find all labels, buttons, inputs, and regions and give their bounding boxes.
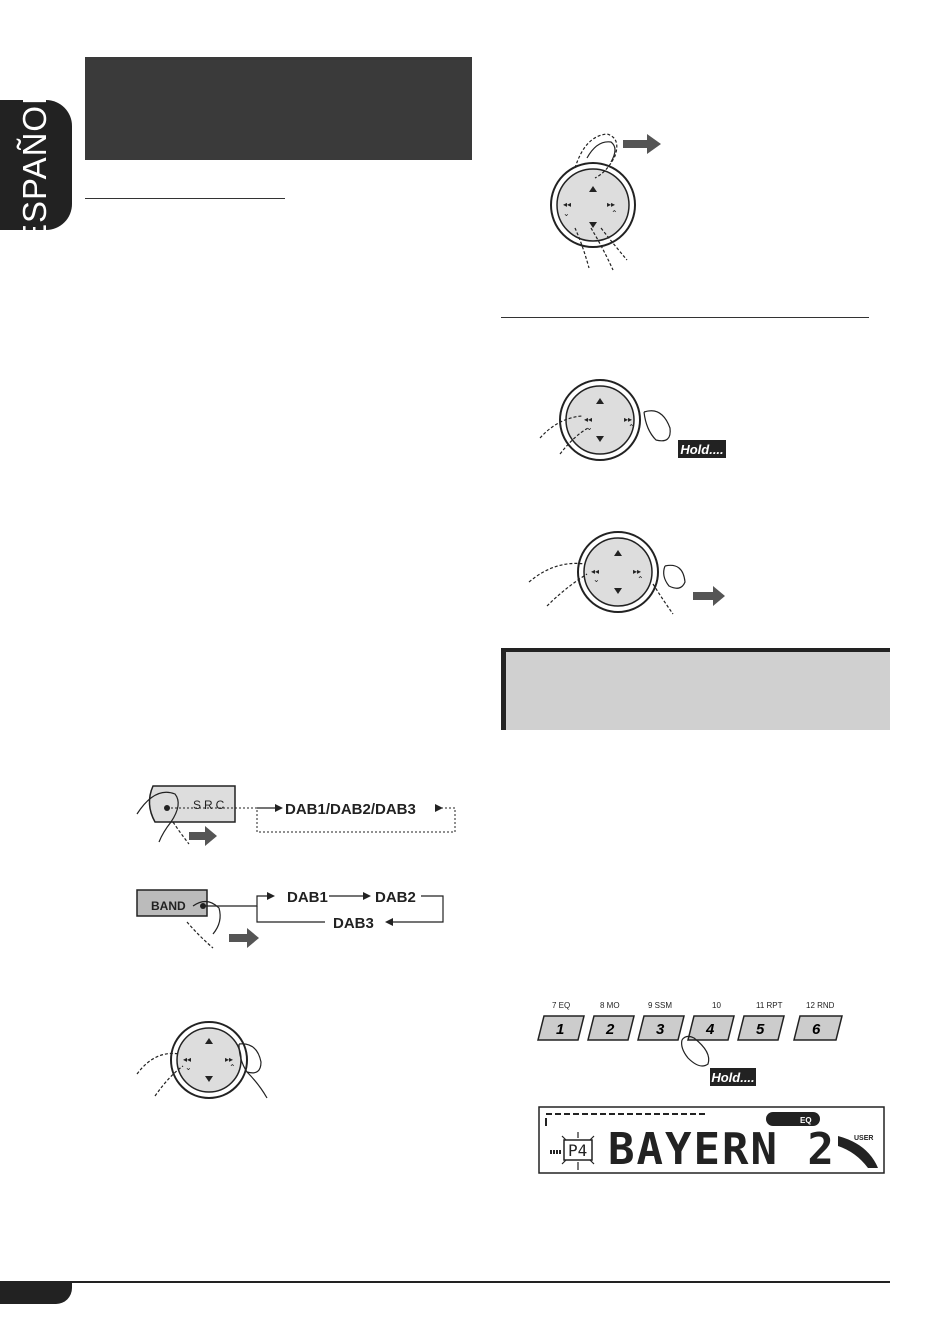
svg-text:▸▸: ▸▸: [624, 415, 633, 424]
page-number-tab: [0, 1282, 72, 1304]
preset-top-label: 7 EQ: [552, 1001, 571, 1010]
svg-text:2: 2: [606, 1021, 615, 1038]
band-item-1: DAB1: [287, 889, 328, 906]
svg-text:4: 4: [706, 1021, 715, 1038]
preset-button-4: [688, 1016, 734, 1040]
svg-text:▸▸: ▸▸: [607, 200, 616, 209]
preset-top-label: 9 SSM: [648, 1001, 673, 1010]
control-dial-icon: [171, 1022, 247, 1098]
svg-text:⌄: ⌄: [563, 209, 570, 218]
band-sequence-figure: [135, 882, 450, 950]
band-button-label: BAND: [151, 899, 186, 913]
user-label: USER: [854, 1135, 874, 1142]
control-dial-icon: [551, 163, 635, 247]
svg-text:1: 1: [556, 1021, 565, 1038]
section-title-block: [85, 57, 472, 160]
svg-text:3: 3: [656, 1021, 665, 1038]
band-item-2: DAB2: [375, 889, 416, 906]
svg-text:⌄: ⌄: [593, 575, 600, 584]
preset-top-label: 11 RPT: [756, 1001, 783, 1010]
svg-text:⌃: ⌃: [628, 423, 635, 432]
band-item-3: DAB3: [333, 915, 374, 932]
preset-top-label: 12 RND: [806, 1001, 835, 1010]
svg-text:5: 5: [756, 1021, 765, 1038]
svg-text:⌄: ⌄: [586, 423, 593, 432]
press-arrow-icon: [623, 134, 661, 154]
svg-text:◂◂: ◂◂: [183, 1055, 192, 1064]
subsection-rule-right: [501, 317, 869, 318]
svg-text:⌃: ⌃: [611, 209, 618, 218]
preset-button-6: [794, 1016, 842, 1040]
dial-hold-figure: [538, 378, 738, 468]
src-sequence-label: DAB1/DAB2/DAB3: [285, 801, 416, 818]
press-arrow-icon: [693, 586, 725, 606]
svg-text:◂◂: ◂◂: [591, 567, 600, 576]
preset-top-label: 8 MO: [600, 1001, 620, 1010]
station-name: BAYERN 2: [608, 1124, 836, 1174]
svg-text:▸▸: ▸▸: [633, 567, 642, 576]
svg-text:6: 6: [812, 1021, 821, 1038]
control-dial-icon: [560, 380, 640, 460]
preset-number: P4: [568, 1141, 588, 1160]
dial-up-down-figure: [545, 128, 675, 273]
eq-label: EQ: [800, 1116, 812, 1125]
preset-button-1: [538, 1016, 584, 1040]
subsection-rule: [85, 198, 285, 199]
svg-text:⌃: ⌃: [229, 1063, 236, 1072]
dial-left-figure: [135, 1020, 285, 1100]
language-label: ESPAÑOL: [16, 85, 53, 247]
svg-text:▸▸: ▸▸: [225, 1055, 234, 1064]
hold-label: Hold....: [711, 1070, 755, 1085]
lcd-display-figure: [538, 1106, 885, 1174]
svg-text:⌄: ⌄: [185, 1063, 192, 1072]
preset-buttons-figure: [534, 998, 850, 1090]
preset-top-label: 10: [712, 1001, 721, 1010]
press-arrow-icon: [229, 928, 259, 948]
svg-text:⌃: ⌃: [637, 575, 644, 584]
src-sequence-figure: [135, 782, 465, 848]
svg-text:◂◂: ◂◂: [584, 415, 593, 424]
preset-button-5: [738, 1016, 784, 1040]
hold-label: Hold....: [680, 442, 724, 457]
preset-top-labels: [552, 1001, 835, 1010]
finger-icon: [682, 1036, 709, 1066]
preset-button-3: [638, 1016, 684, 1040]
dial-press-figure: [525, 530, 735, 620]
src-button-label: SRC: [193, 798, 228, 812]
svg-text:◂◂: ◂◂: [563, 200, 572, 209]
footer-rule: [0, 1281, 890, 1283]
press-arrow-icon: [189, 826, 217, 846]
section-header-panel: [501, 648, 890, 730]
control-dial-icon: [578, 532, 658, 612]
preset-button-2: [588, 1016, 634, 1040]
